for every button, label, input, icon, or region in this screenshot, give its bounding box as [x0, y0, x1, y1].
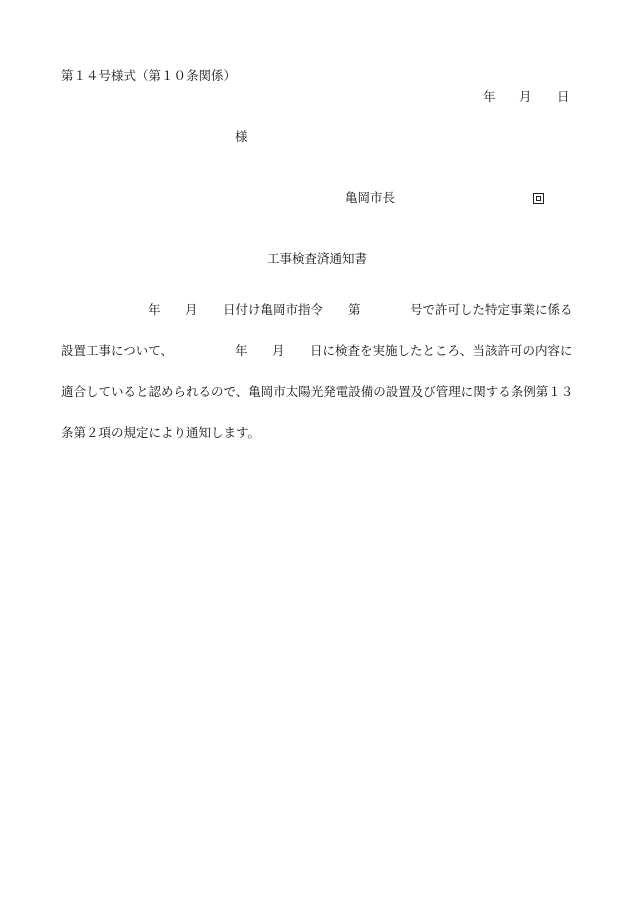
- body-line4: 条第２項の規定により通知します。: [61, 425, 261, 440]
- body-line1-rest: 号で許可した特定事業に係る: [410, 302, 573, 317]
- body-line3: 適合していると認められるので、亀岡市太陽光発電設備の設置及び管理に関する条例第１３: [61, 384, 574, 399]
- body-line2-month: 月: [272, 343, 285, 358]
- body-line2-start: 設置工事について、: [61, 343, 174, 358]
- body-line1-year: 年: [148, 302, 161, 317]
- issuer-name: 亀岡市長: [345, 190, 396, 205]
- date-day: 日: [557, 89, 570, 104]
- body-line1-dated: 日付け亀岡市指令: [223, 302, 324, 317]
- body-line2-rest: 日に検査を実施したところ、当該許可の内容に: [310, 343, 573, 358]
- document-title: 工事検査済通知書: [267, 251, 368, 266]
- form-number: 第１４号様式（第１０条関係）: [61, 68, 237, 83]
- date-month: 月: [519, 89, 532, 104]
- seal-mark: [533, 193, 544, 204]
- addressee-suffix: 様: [235, 129, 248, 144]
- body-line1-month: 月: [185, 302, 198, 317]
- date-year: 年: [483, 89, 496, 104]
- body-line1-dai: 第: [348, 302, 361, 317]
- body-line2-year: 年: [235, 343, 248, 358]
